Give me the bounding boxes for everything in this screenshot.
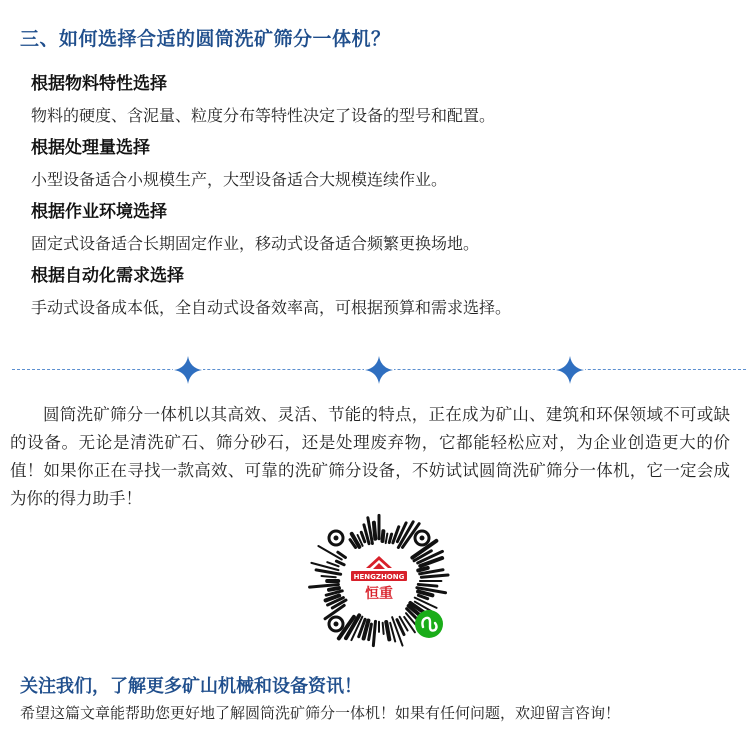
- item-title-environment: 根据作业环境选择: [31, 202, 167, 222]
- four-point-star-icon: [555, 355, 585, 385]
- summary-paragraph: 圆筒洗矿筛分一体机以其高效、灵活、节能的特点，正在成为矿山、建筑和环保领域不可或缺的设备。无论是清洗矿石、筛分砂石，还是处理废弃物，它都能轻松应对，为企业创造更大的价值！如果你正在寻找一款高效、可靠的洗矿筛分设备，不妨试试圆筒洗矿筛分一体机，它一定会成为你的得力助手！: [10, 405, 730, 508]
- mini-program-qr-code[interactable]: [304, 506, 454, 656]
- item-text-environment: 固定式设备适合长期固定作业，移动式设备适合频繁更换场地。: [31, 234, 480, 253]
- mini-program-icon: [415, 610, 443, 638]
- item-text-automation: 手动式设备成本低，全自动式设备效率高，可根据预算和需求选择。: [31, 298, 512, 317]
- item-title-automation: 根据自动化需求选择: [31, 266, 184, 286]
- item-text-capacity: 小型设备适合小规模生产，大型设备适合大规模连续作业。: [31, 170, 448, 189]
- four-point-star-icon: [364, 355, 394, 385]
- four-point-star-icon: [173, 355, 203, 385]
- qr-ray: [321, 576, 335, 577]
- footer-text: 希望这篇文章能帮助您更好地了解圆筒洗矿筛分一体机！如果有任何问题，欢迎留言咨询！: [20, 704, 621, 722]
- qr-ray: [418, 568, 427, 571]
- section-heading: 三、如何选择合适的圆筒洗矿筛分一体机？: [20, 28, 391, 50]
- item-title-capacity: 根据处理量选择: [31, 138, 150, 158]
- item-title-material: 根据物料特性选择: [31, 74, 167, 94]
- qr-ray: [383, 623, 384, 634]
- item-text-material: 物料的硬度、含泥量、粒度分布等特性决定了设备的型号和配置。: [31, 106, 496, 125]
- svg-text:HENGZHONG: HENGZHONG: [353, 573, 405, 581]
- qr-ray: [382, 531, 383, 541]
- qr-ray: [418, 584, 437, 586]
- svg-text:恒重: 恒重: [365, 586, 393, 602]
- qr-ray: [373, 621, 375, 645]
- qr-ray: [374, 523, 375, 539]
- footer-title: 关注我们，了解更多矿山机械和设备资讯！: [20, 676, 362, 697]
- qr-ray: [329, 588, 339, 590]
